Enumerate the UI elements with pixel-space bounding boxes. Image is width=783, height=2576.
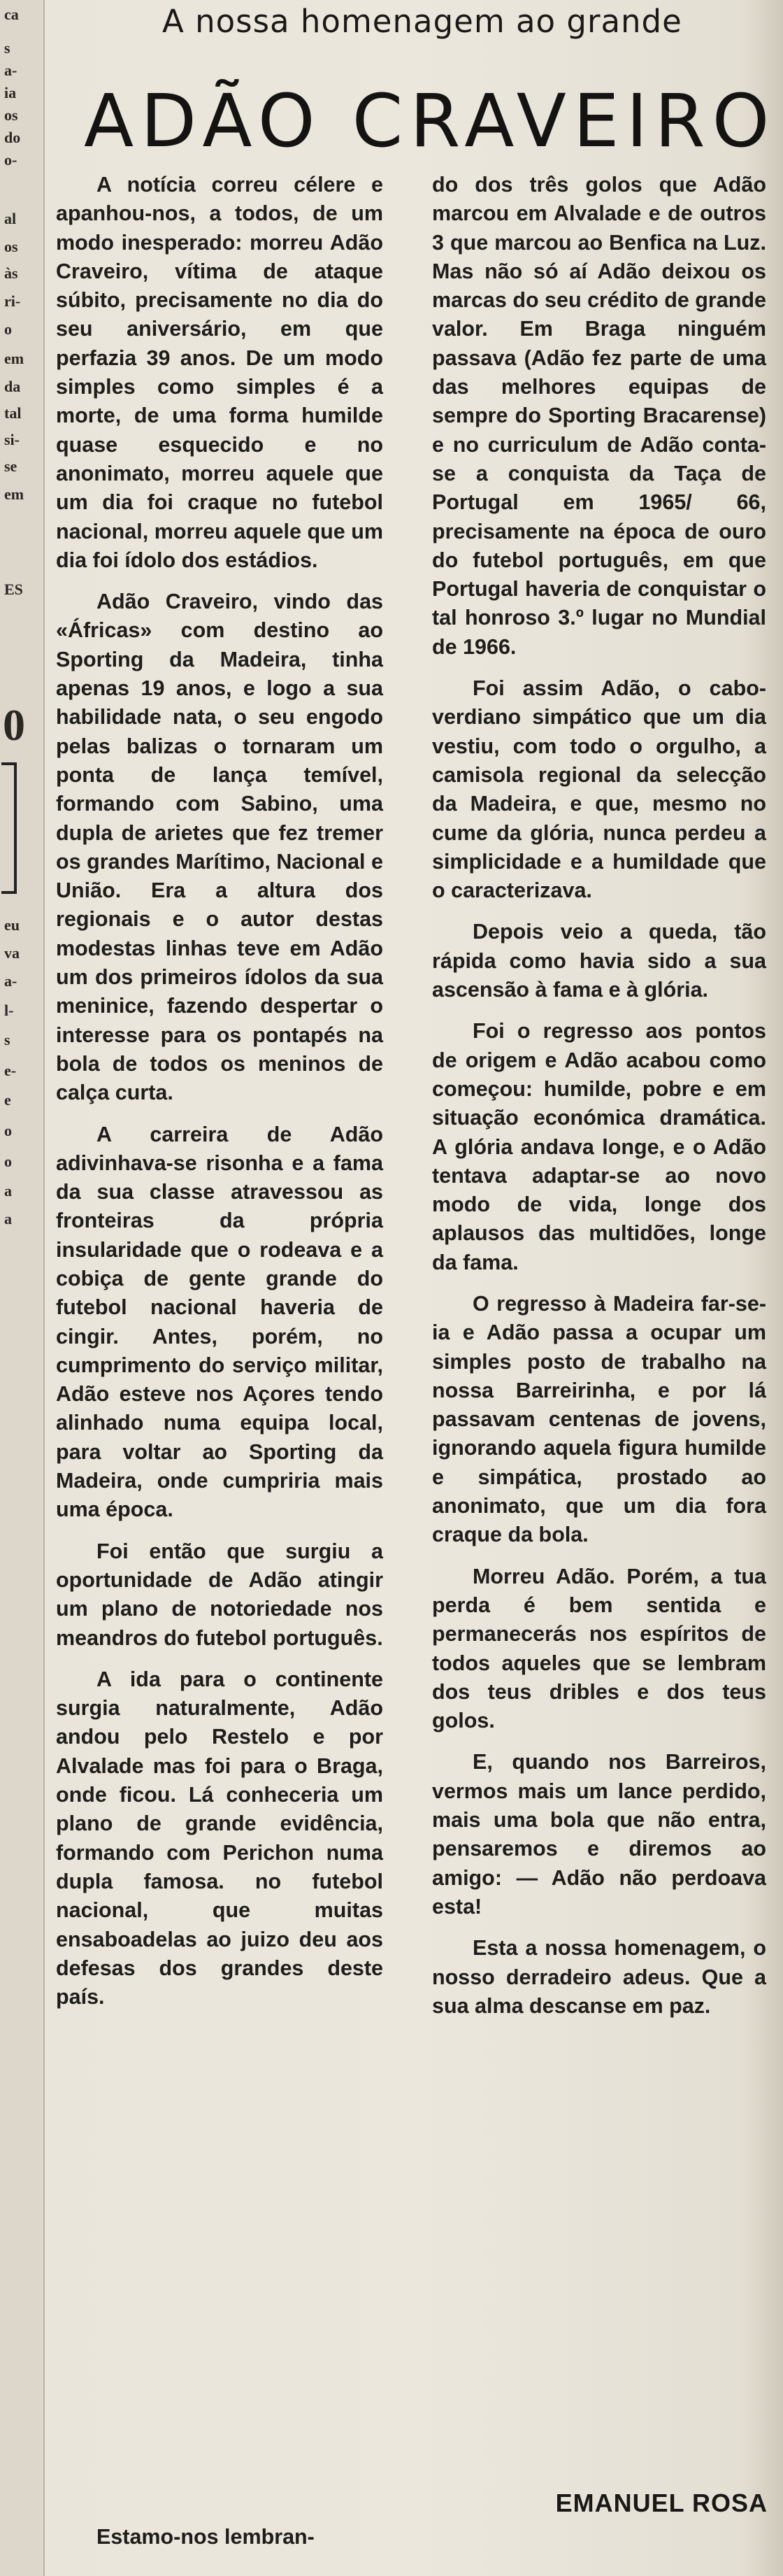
article-title: ADÃO CRAVEIRO	[84, 78, 777, 164]
margin-fragment: a-	[4, 972, 17, 990]
margin-fragment: si-	[4, 431, 20, 448]
margin-fragment: l-	[4, 1002, 14, 1019]
paragraph: Morreu Adão. Porém, a tua perda é bem sentida e permanecerás nos espíritos de todos aqueles que se lembram dos teus dribles e dos teus golos.	[432, 1564, 766, 1733]
margin-fragment: al	[4, 210, 17, 227]
right-text-column	[432, 171, 766, 2033]
paragraph: do dos três golos que Adão marcou em Alvalade e de outros 3 que marcou ao Benfica na Luz. Mas não só aí Adão deixou os marcas do seu crédito de grande valor. Em Braga ninguém passava (Adão fez parte de uma das melhores equipas de sempre do Sporting Bracarense) e no curriculum de Adão conta-se a conquista da Taça de Portugal em 1965/ 66, precisamente na época de ouro do futebol português, em que Portugal haveria de conquistar o tal honroso 3.º lugar no Mundial de 1966.	[432, 173, 766, 659]
margin-fragment: tal	[4, 404, 22, 422]
paragraph: O regresso à Madeira far-se-ia e Adão passa a ocupar um simples posto de trabalho na nossa Barreirinha, e por lá passavam centenas de jovens, ignorando aquela figura humilde e simpática, prostado ao anonimato, que um dia fora craque da bola.	[432, 1291, 766, 1547]
paragraph: A ida para o continente surgia naturalmente, Adão andou pelo Restelo e por Alvalade mas foi para o Braga, onde ficou. Lá conheceria um plano de grande evidência, formando com Perichon numa dupla famosa. no futebol nacional, que muitas ensaboadelas ao juizo deu aos defesas dos grandes deste país.	[56, 1667, 383, 2009]
margin-fragment: e	[4, 1091, 11, 1109]
author-signature: EMANUEL ROSA	[555, 2489, 768, 2517]
margin-fragment: se	[4, 457, 17, 475]
margin-fragment: o	[4, 1153, 12, 1170]
margin-fragment: o-	[4, 151, 17, 169]
paragraph: Foi assim Adão, o cabo-verdiano simpático que um dia vestiu, com todo o orgulho, a camisola regional da selecção da Madeira, e que, mesmo no cume da glória, nunca perdeu a simplicidade e a humildade que o caracterizava.	[432, 676, 766, 903]
margin-fragment: a	[4, 1182, 12, 1200]
margin-fragment: em	[4, 350, 24, 367]
left-text-column	[56, 171, 383, 2024]
margin-fragment: a-	[4, 62, 17, 79]
margin-fragment: e-	[4, 1062, 17, 1079]
paragraph: Depois veio a queda, tão rápida como havia sido a sua ascensão à fama e à glória.	[432, 920, 766, 1002]
paragraph: Esta a nossa homenagem, o nosso derradeiro adeus. Que a sua alma descanse em paz.	[432, 1936, 766, 2018]
margin-bracket	[1, 762, 17, 894]
margin-fragment: ca	[4, 6, 19, 23]
margin-fragment: ri-	[4, 292, 21, 310]
margin-fragment: o	[4, 320, 12, 338]
margin-fragment: às	[4, 264, 18, 282]
margin-fragment: do	[4, 129, 21, 146]
margin-fragment: 0	[3, 700, 25, 750]
margin-fragment: em	[4, 485, 24, 503]
paragraph: A notícia correu célere e apanhou-nos, a todos, de um modo inesperado: morreu Adão Craveiro, vítima de ataque súbito, precisamente no dia do seu aniversário, em que perfazia 39 anos. De um modo simples como simples é a morte, de uma forma humilde quase esquecido e no anonimato, morreu aquele que um dia foi craque no futebol nacional, morreu aquele que um dia foi ídolo dos estádios.	[56, 173, 383, 572]
margin-fragment: o	[4, 1122, 12, 1139]
paragraph: Adão Craveiro, vindo das «Áfricas» com destino ao Sporting da Madeira, tinha apenas 19 anos, e logo a sua habilidade nata, o seu engodo pelas balizas o tornaram um ponta de lança temível, formando com Sabino, uma dupla de arietes que fez tremer os grandes Marítimo, Nacional e União. Era a altura dos regionais e o autor destas modestas linhas teve em Adão um dos primeiros ídolos da sua meninice, fazendo despertar o interesse para os pontapés na bola de todos os meninos de calça curta.	[56, 590, 383, 1105]
paragraph: A carreira de Adão adivinhava-se risonha e a fama da sua classe atravessou as fronteiras da própria insularidade que o rodeava e a cobiça de gente grande do futebol nacional haveria de cingir. Antes, porém, no cumprimento do serviço militar, Adão esteve nos Açores tendo alinhado numa equipa local, para voltar ao Sporting da Madeira, onde cumpriria mais uma época.	[56, 1122, 383, 1522]
margin-fragment: da	[4, 378, 21, 395]
margin-fragment: ia	[4, 84, 17, 101]
margin-fragment: s	[4, 1031, 10, 1048]
paragraph: Foi então que surgiu a oportunidade de Adão atingir um plano de notoriedade nos meandros do futebol português.	[56, 1539, 383, 1650]
paragraph: E, quando nos Barreiros, vermos mais um lance perdido, mais uma bola que não entra, pensaremos e diremos ao amigo: — Adão não perdoava esta!	[432, 1750, 766, 1919]
left-margin-adjacent-column	[0, 0, 45, 2576]
margin-fragment: os	[4, 238, 18, 255]
paragraph: Foi o regresso aos pontos de origem e Adão acabou como começou: humilde, pobre e em situação económica dramática. A glória andava longe, e o Adão tentava adaptar-se ao novo modo de vida, longe dos aplausos das multidões, longe da fama.	[432, 1019, 766, 1274]
article-kicker: A nossa homenagem ao grande	[162, 3, 682, 40]
margin-fragment: va	[4, 944, 20, 962]
margin-fragment: ES	[4, 581, 23, 598]
margin-fragment: eu	[4, 916, 20, 934]
margin-fragment: os	[4, 106, 18, 124]
margin-fragment: a	[4, 1210, 12, 1227]
continued-line: Estamo-nos lembran-	[96, 2525, 315, 2549]
margin-fragment: s	[4, 39, 10, 57]
